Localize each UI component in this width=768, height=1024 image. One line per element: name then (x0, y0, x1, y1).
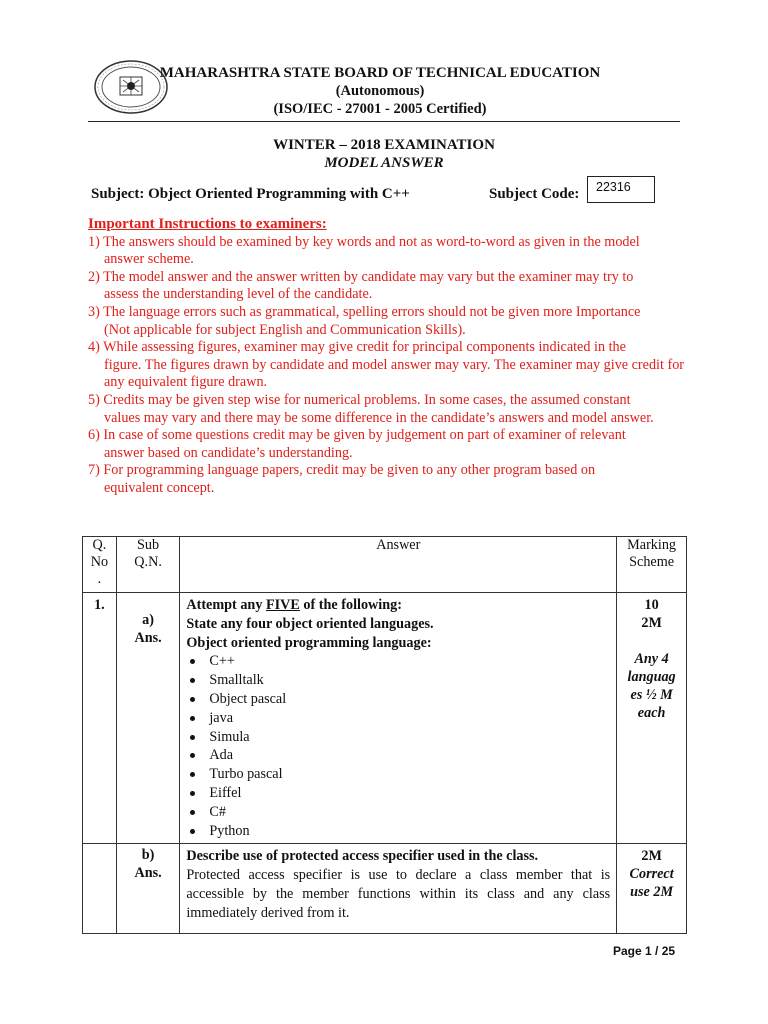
instruction-item: 6) In case of some questions credit may be given by judgement on part of examiner of relevant answer based on candidate’s understanding. (88, 427, 626, 461)
instruction-item: 4) While assessing figures, examiner may give credit for principal components indicated in the figure. The figures drawn by candidate and model answer may vary. The examiner may give credit for any equivalent figure drawn. (88, 339, 685, 391)
question-b-text: Describe use of protected access specifier used in the class. (186, 848, 539, 865)
list-item: C++ (206, 652, 610, 671)
autonomous-label: (Autonomous) (335, 83, 425, 99)
marking-cell-b (617, 844, 687, 934)
sub-question-a: a) Ans. (116, 593, 180, 844)
marks-b: 2M (641, 848, 662, 865)
exam-subtitle: MODEL ANSWER (324, 155, 444, 171)
list-item: Python (206, 822, 610, 841)
list-item: Simula (206, 728, 610, 747)
page-number: Page 1 / 25 (613, 944, 676, 958)
total-marks: 10 (644, 597, 659, 613)
instruction-item: 3) The language errors such as grammatical, spelling errors should not be given more Importance (Not applicable for subject English and Communication Skills). (88, 303, 641, 338)
header-subqn: Sub Q.N. (116, 537, 180, 593)
subject-code: 22316 (596, 180, 631, 194)
header-divider (88, 121, 680, 122)
answer-cell-a (180, 593, 617, 844)
header-answer: Answer (180, 537, 617, 593)
answer-b-text: Protected access specifier is use to declare a class member that is accessible by the member functions within its class and any class immediately derived from it. (186, 867, 611, 922)
sub-question-b: b) Ans. (116, 844, 180, 934)
scheme-b: Correct use 2M (629, 866, 674, 901)
subject-code-label: Subject Code: (489, 186, 580, 202)
instruction-item: 5) Credits may be given step wise for numerical problems. In some cases, the assumed constant values may vary and there may be some difference in the candidate’s answers and model answer. (88, 391, 654, 426)
instruction-item: 2) The model answer and the answer written by candidate may vary but the examiner may try to assess the understanding level of the candidate. (88, 268, 634, 303)
instructions-title: Important Instructions to examiners: (88, 216, 327, 232)
list-item: Smalltalk (206, 671, 610, 690)
question-number-empty (83, 844, 117, 934)
answer-cell-b (180, 844, 617, 934)
table-row (83, 844, 687, 934)
list-item: Turbo pascal (206, 765, 610, 784)
scheme-a: Any 4 languag es ½ M each (627, 651, 676, 721)
subject-name: Subject: Object Oriented Programming with C++ (91, 186, 410, 202)
header-marking: Marking Scheme (617, 537, 687, 593)
exam-title: WINTER – 2018 EXAMINATION (273, 137, 495, 153)
marking-cell-a (617, 593, 687, 844)
document-header (130, 64, 630, 118)
subject-code-box (587, 176, 655, 203)
answer-a-heading: Object oriented programming language: (186, 634, 432, 651)
header-qno: Q. No . (83, 537, 117, 593)
question-a-text: State any four object oriented languages. (186, 615, 434, 632)
exam-heading (88, 136, 680, 172)
question-number: 1. (83, 593, 117, 844)
table-row (83, 593, 687, 844)
instruction-item: 7) For programming language papers, credit may be given to any other program based on equivalent concept. (88, 462, 596, 496)
table-header-row (83, 537, 687, 593)
language-list (186, 652, 610, 840)
list-item: java (206, 709, 610, 728)
list-item: Eiffel (206, 784, 610, 803)
list-item: C# (206, 803, 610, 822)
list-item: Object pascal (206, 690, 610, 709)
examiner-instructions (88, 216, 688, 498)
list-item: Ada (206, 746, 610, 765)
question-instruction: Attempt any FIVE of the following: (186, 597, 402, 613)
instruction-item: 1) The answers should be examined by key words and not as word-to-word as given in the model answer scheme. (88, 233, 640, 268)
certification-label: (ISO/IEC - 27001 - 2005 Certified) (273, 101, 487, 117)
marks-a: 2M (641, 615, 662, 631)
board-name: MAHARASHTRA STATE BOARD OF TECHNICAL EDUCATION (159, 65, 601, 81)
answer-table (82, 536, 687, 934)
